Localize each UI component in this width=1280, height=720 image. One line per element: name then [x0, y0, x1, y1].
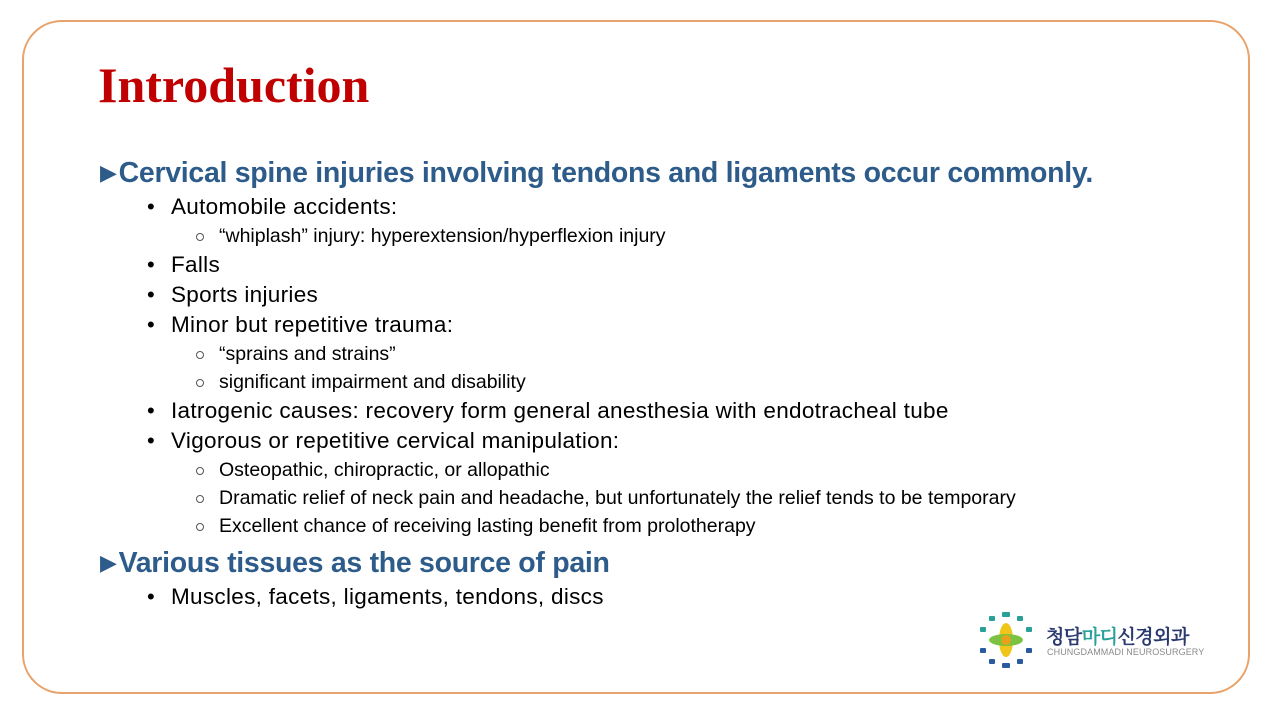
list-item	[100, 280, 1220, 310]
list-item-text: Automobile accidents:	[171, 194, 398, 219]
sub-list-item	[100, 340, 1220, 368]
section-heading-text: Various tissues as the source of pain	[118, 547, 610, 579]
bullet-icon: •	[147, 194, 156, 219]
list-item	[100, 426, 1220, 456]
clinic-logo-korean-part2: 마디	[1081, 627, 1118, 648]
list-item-text: Falls	[171, 252, 221, 277]
bullet-icon: •	[147, 584, 156, 609]
sub-list-item	[100, 368, 1220, 396]
section-heading	[100, 544, 1220, 582]
list-item	[100, 192, 1220, 222]
circle-bullet-icon	[196, 351, 204, 359]
section-heading	[100, 154, 1220, 192]
list-item-text: Vigorous or repetitive cervical manipulation:	[171, 428, 620, 453]
circle-bullet-icon	[196, 523, 204, 531]
bullet-icon: •	[147, 428, 156, 453]
sub-list-item	[100, 456, 1220, 484]
slide-content	[100, 154, 1220, 612]
clinic-logo	[976, 610, 1206, 670]
clinic-logo-korean-part3: 신경외과	[1117, 627, 1189, 648]
sub-list-item	[100, 222, 1220, 250]
sub-list-item-text: Osteopathic, chiropractic, or allopathic	[219, 459, 550, 481]
triangle-bullet-icon: ▶	[100, 160, 117, 185]
triangle-bullet-icon: ▶	[100, 550, 117, 575]
slide-title: Introduction	[98, 57, 370, 113]
clinic-logo-korean	[1046, 622, 1189, 649]
list-item-text: Minor but repetitive trauma:	[171, 312, 454, 337]
list-item-text: Muscles, facets, ligaments, tendons, discs	[171, 584, 604, 609]
section-heading-text: Cervical spine injuries involving tendons and ligaments occur commonly.	[118, 157, 1093, 189]
circle-bullet-icon	[196, 379, 204, 387]
list-item-text: Iatrogenic causes: recovery form general anesthesia with endotracheal tube	[171, 398, 949, 423]
bullet-icon: •	[147, 252, 156, 277]
clinic-logo-mark-icon	[976, 610, 1036, 670]
sub-list-item-text: “whiplash” injury: hyperextension/hyperflexion injury	[219, 225, 666, 247]
bullet-icon: •	[147, 282, 156, 307]
circle-bullet-icon	[196, 495, 204, 503]
sub-list-item-text: Excellent chance of receiving lasting benefit from prolotherapy	[219, 515, 756, 537]
sub-list-item	[100, 512, 1220, 540]
sub-list-item-text: Dramatic relief of neck pain and headache, but unfortunately the relief tends to be temporary	[219, 487, 1016, 509]
list-item	[100, 250, 1220, 280]
bullet-icon: •	[147, 398, 156, 423]
circle-bullet-icon	[196, 467, 204, 475]
bullet-icon: •	[147, 312, 156, 337]
sub-list-item	[100, 484, 1220, 512]
list-item-text: Sports injuries	[171, 282, 319, 307]
sub-list-item-text: “sprains and strains”	[219, 343, 396, 365]
sub-list-item-text: significant impairment and disability	[219, 371, 526, 393]
list-item	[100, 582, 1220, 612]
circle-bullet-icon	[196, 233, 204, 241]
clinic-logo-english: CHUNGDAMMADI NEUROSURGERY	[1047, 647, 1205, 657]
list-item	[100, 396, 1220, 426]
clinic-logo-korean-part1: 청담	[1046, 627, 1082, 648]
list-item	[100, 310, 1220, 340]
